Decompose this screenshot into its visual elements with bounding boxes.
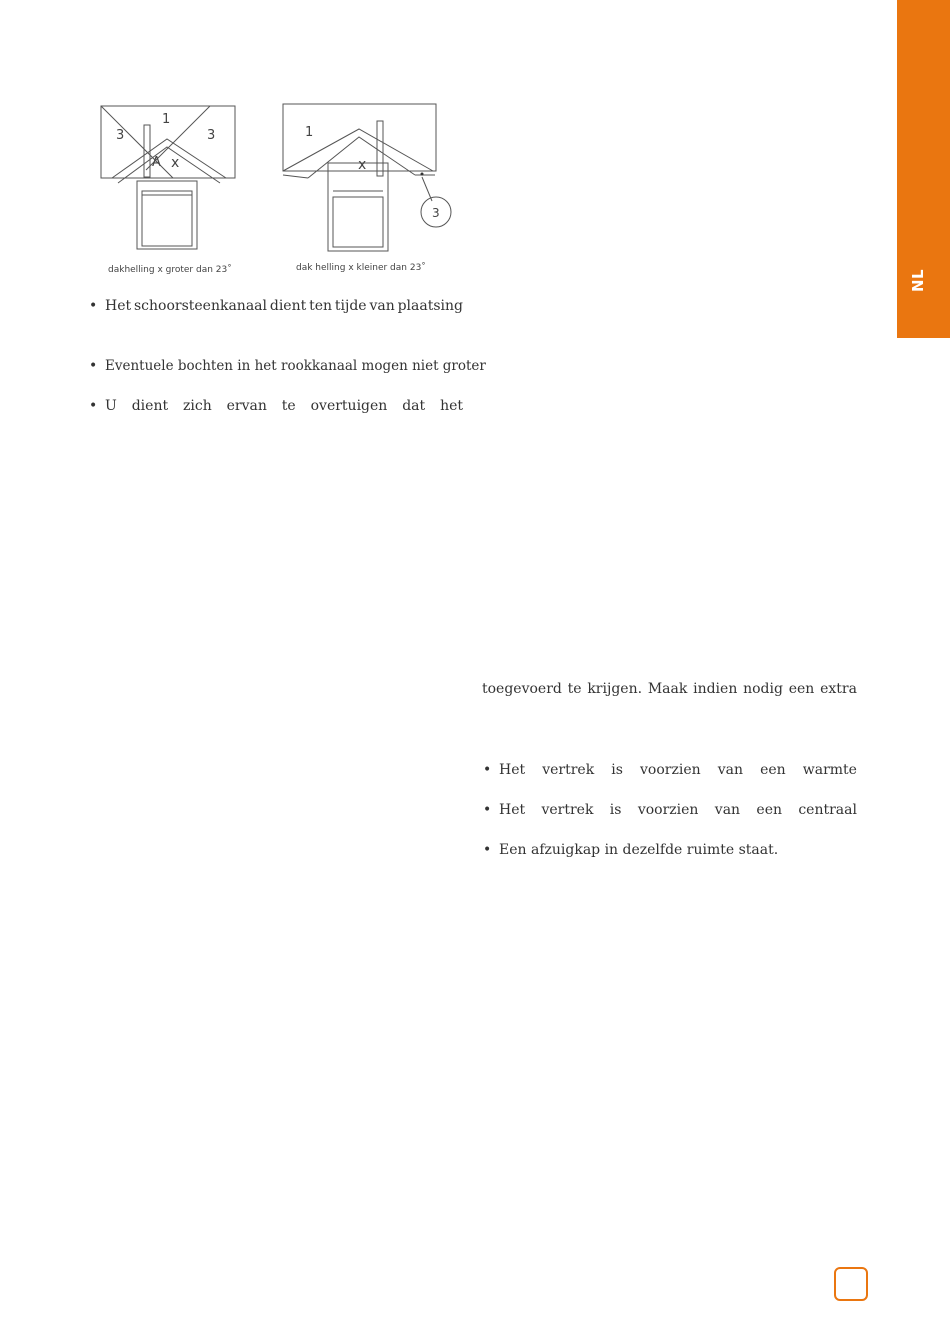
word: U: [105, 398, 117, 414]
label-zone-1: 1: [305, 125, 314, 140]
word: een: [756, 802, 782, 818]
word: van: [369, 298, 395, 314]
page-number-box: [834, 1267, 868, 1301]
word: te: [281, 398, 296, 414]
word: ten: [309, 298, 333, 314]
label-zone-3-right: 3: [207, 128, 216, 143]
word: nodig: [743, 681, 783, 697]
word: plaatsing: [397, 298, 463, 314]
word: een: [788, 681, 815, 697]
word: overtuigen: [310, 398, 388, 414]
word: vertrek: [542, 762, 595, 778]
word: Maak: [647, 681, 688, 697]
bullet-dot: •: [89, 298, 98, 314]
word: van: [714, 802, 741, 818]
word: het: [440, 398, 463, 414]
word: een: [760, 762, 786, 778]
language-label: NL: [909, 268, 927, 292]
word: krijgen.: [587, 681, 643, 697]
word: Het: [105, 298, 132, 314]
caption-steep: dakhelling x groter dan 23˚: [108, 265, 232, 275]
label-zone-3-left: 3: [116, 128, 125, 143]
word: is: [611, 762, 623, 778]
word: dat: [402, 398, 426, 414]
word: van: [717, 762, 743, 778]
word: Het: [499, 802, 526, 818]
bullet-text: Eventuele bochten in het rookkanaal mogen niet groter: [105, 358, 486, 374]
word: voorzien: [640, 762, 701, 778]
word: dient: [269, 298, 307, 314]
bullet-text: Een afzuigkap in dezelfde ruimte staat.: [499, 842, 779, 858]
word: te: [567, 681, 582, 697]
roof-diagram-shallow: [280, 103, 458, 253]
roof-diagram-steep: [98, 103, 240, 253]
word: is: [609, 802, 622, 818]
word: extra: [820, 681, 857, 697]
paragraph-air-supply: [482, 680, 857, 698]
word: Het: [499, 762, 526, 778]
caption-shallow: dak helling x kleiner dan 23˚: [296, 263, 426, 273]
word: tijde: [334, 298, 367, 314]
label-a: A: [152, 155, 161, 170]
word: warmte: [802, 762, 857, 778]
word: voorzien: [637, 802, 699, 818]
word: centraal: [798, 802, 857, 818]
bullet-dot: •: [483, 842, 492, 858]
bullet-dot: •: [89, 398, 98, 414]
word: ervan: [226, 398, 267, 414]
word: toegevoerd: [482, 681, 562, 697]
bullet-dot: •: [89, 358, 98, 374]
label-zone-1: 1: [162, 112, 171, 127]
label-angle-x: x: [358, 157, 367, 173]
bullet-dot: •: [483, 762, 492, 778]
word: zich: [183, 398, 212, 414]
word: indien: [693, 681, 738, 697]
label-angle-x: x: [171, 155, 180, 171]
bullet-dot: •: [483, 802, 492, 818]
word: vertrek: [541, 802, 594, 818]
label-zone-3: 3: [432, 206, 440, 220]
word: schoorsteenkanaal: [133, 298, 267, 314]
word: dient: [131, 398, 169, 414]
